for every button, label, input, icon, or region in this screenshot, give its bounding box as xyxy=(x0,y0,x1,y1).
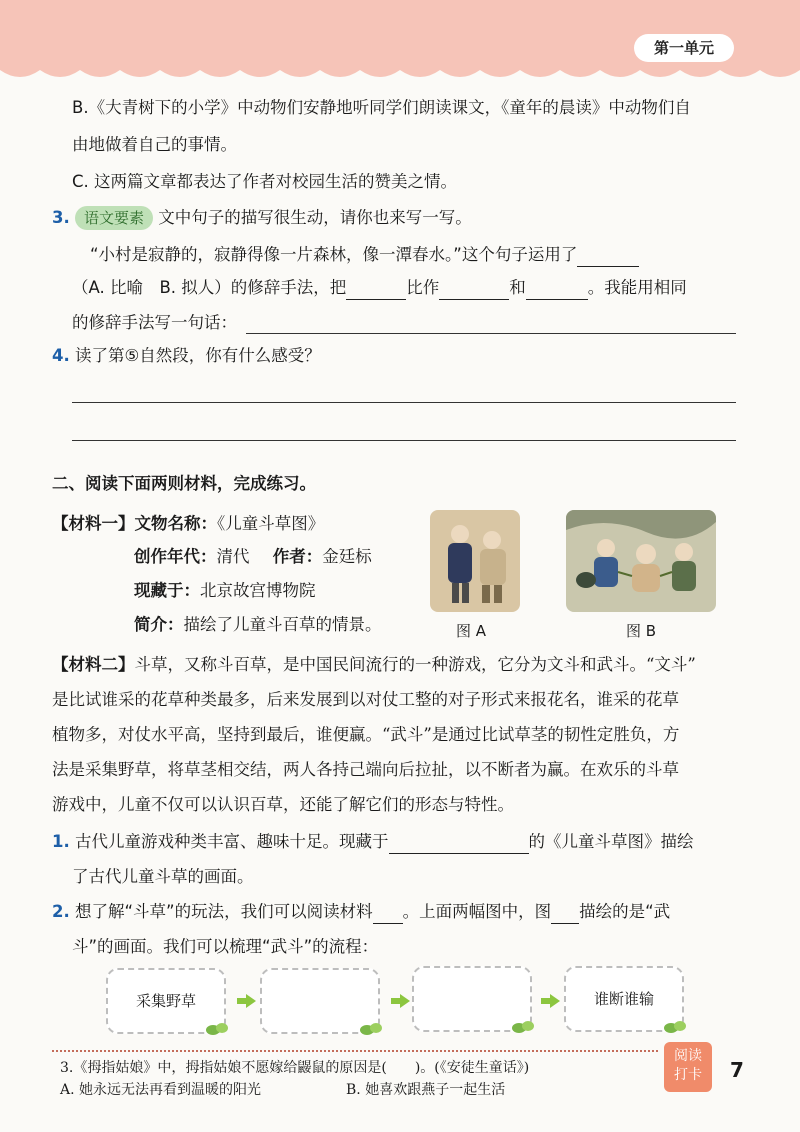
badge-line-1: 阅读 xyxy=(674,1048,702,1064)
material1-name-line xyxy=(52,512,324,536)
leaf-icon xyxy=(512,1018,534,1036)
p2-q1-blank[interactable] xyxy=(389,833,529,854)
q3-sentence: “小村是寂静的，寂静得像一片森林，像一潭春水。”这个句子运用了 xyxy=(90,245,578,264)
reading-checkin-badge[interactable] xyxy=(664,1042,712,1092)
q3-choice-text: （A. 比喻 B. 拟人）的修辞手法，把 xyxy=(72,278,347,297)
figure-b-caption: 图 B xyxy=(626,622,657,640)
p2-q1-text-a: 古代儿童游戏种类丰富、趣味十足。现藏于 xyxy=(75,832,389,851)
q3-answer-line[interactable] xyxy=(246,333,736,334)
p2-q1-text-b: 的《儿童斗草图》描绘 xyxy=(528,832,694,851)
part2-question-2 xyxy=(52,900,670,924)
flow-arrow-1-tail xyxy=(237,998,246,1004)
flow-arrow-3-icon xyxy=(550,994,560,1008)
footer-option-a: A. 她永远无法再看到温暖的阳光 xyxy=(60,1082,262,1098)
flow-step-4: 谁断谁输 xyxy=(564,966,684,1032)
q3-prompt: 文中句子的描写很生动，请你也来写一写。 xyxy=(158,208,472,227)
material2-line2: 是比试谁采的花草种类最多，后来发展到以对仗工整的对子形式来报花名，谁采的花草 xyxy=(52,690,679,709)
option-b-line2: 由地做着自己的事情。 xyxy=(72,135,237,154)
material1-name-label: 文物名称： xyxy=(134,514,217,533)
flow-arrow-2-tail xyxy=(391,998,400,1004)
q3-blank-subject[interactable] xyxy=(346,279,406,300)
q4-answer-line-2[interactable] xyxy=(72,440,736,441)
flow-arrow-2-icon xyxy=(400,994,410,1008)
q3-tail: 。我能用相同 xyxy=(587,278,687,297)
p2-q1-text-c: 了古代儿童斗草的画面。 xyxy=(72,867,254,886)
material1-name: 《儿童斗草图》 xyxy=(217,514,325,533)
option-b-line1: B.《大青树下的小学》中动物们安静地听同学们朗读课文，《童年的晨读》中动物们自 xyxy=(72,98,691,117)
material2-line1 xyxy=(52,653,696,677)
material2-label: 【材料二】 xyxy=(52,655,135,674)
p2-q2-text-d: 斗”的画面。我们可以梳理“武斗”的流程： xyxy=(72,937,379,956)
q3-skill-tag: 语文要素 xyxy=(75,206,153,230)
painting-a-image xyxy=(430,510,520,612)
question-3 xyxy=(52,206,472,230)
material1-location-line xyxy=(134,579,316,603)
leaf-icon xyxy=(360,1020,382,1038)
q4-number: 4. xyxy=(52,346,70,365)
material1-location-label: 现藏于： xyxy=(134,581,200,600)
q3-blank-rhetoric[interactable] xyxy=(577,246,639,267)
question-4 xyxy=(52,344,321,368)
footer-divider xyxy=(52,1050,658,1052)
p2-q2-blank-material[interactable] xyxy=(373,903,403,924)
badge-line-2: 打卡 xyxy=(674,1067,702,1083)
material1-author: 金廷标 xyxy=(322,547,372,566)
material2-line5: 游戏中，儿童不仅可以认识百草，还能了解它们的形态与特性。 xyxy=(52,795,514,814)
leaf-icon xyxy=(664,1018,686,1036)
painting-b-image xyxy=(566,510,716,612)
q3-line2 xyxy=(72,276,687,300)
q3-line3: 的修辞手法写一句话： xyxy=(72,313,237,332)
option-c: C. 这两篇文章都表达了作者对校园生活的赞美之情。 xyxy=(72,172,458,191)
p2-q2-text-a: 想了解“斗草”的玩法，我们可以阅读材料 xyxy=(75,902,373,921)
footer-question: 3.《拇指姑娘》中，拇指姑娘不愿嫁给鼹鼠的原因是( )。(《安徒生童话》) xyxy=(60,1060,530,1076)
q3-number: 3. xyxy=(52,208,70,227)
material1-era-line xyxy=(134,545,372,569)
q3-blank-object2[interactable] xyxy=(526,279,588,300)
material1-intro-line xyxy=(134,613,382,637)
material1-era-label: 创作年代： xyxy=(134,547,217,566)
q4-answer-line-1[interactable] xyxy=(72,402,736,403)
q4-prompt: 读了第⑤自然段，你有什么感受？ xyxy=(75,346,321,365)
leaf-icon xyxy=(206,1020,228,1038)
material1-intro: 描绘了儿童斗百草的情景。 xyxy=(183,615,382,634)
q3-compare-word: 比作 xyxy=(406,278,440,297)
page-number: 7 xyxy=(730,1058,744,1082)
footer-option-b: B. 她喜欢跟燕子一起生活 xyxy=(346,1082,506,1098)
flow-arrow-3-tail xyxy=(541,998,550,1004)
part2-heading: 二、阅读下面两则材料，完成练习。 xyxy=(52,474,316,493)
material2-line4: 法是采集野草，将草茎相交结，两人各持己端向后拉扯，以不断者为赢。在欢乐的斗草 xyxy=(52,760,679,779)
material1-label: 【材料一】 xyxy=(52,514,135,533)
p2-q2-number: 2. xyxy=(52,902,70,921)
material1-author-label: 作者： xyxy=(272,547,323,566)
p2-q2-blank-figure[interactable] xyxy=(551,903,579,924)
flow-step-1: 采集野草 xyxy=(106,968,226,1034)
material1-era: 清代 xyxy=(216,547,250,566)
header-wave xyxy=(0,58,800,88)
material1-intro-label: 简介： xyxy=(134,615,184,634)
material2-line3: 植物多，对仗水平高，坚持到最后，谁便赢。“武斗”是通过比试草茎的韧性定胜负，方 xyxy=(52,725,680,744)
q3-blank-object1[interactable] xyxy=(439,279,509,300)
q3-line1 xyxy=(90,243,639,267)
material1-location: 北京故宫博物院 xyxy=(200,581,316,600)
p2-q1-number: 1. xyxy=(52,832,70,851)
figure-a-caption: 图 A xyxy=(456,622,487,640)
q3-and-word: 和 xyxy=(509,278,526,297)
p2-q2-text-b: 。上面两幅图中，图 xyxy=(402,902,552,921)
part2-question-1 xyxy=(52,830,694,854)
flow-arrow-1-icon xyxy=(246,994,256,1008)
unit-tag: 第一单元 xyxy=(634,34,734,62)
p2-q2-text-c: 描绘的是“武 xyxy=(579,902,671,921)
material2-text1: 斗草，又称斗百草，是中国民间流行的一种游戏，它分为文斗和武斗。“文斗” xyxy=(134,655,696,674)
